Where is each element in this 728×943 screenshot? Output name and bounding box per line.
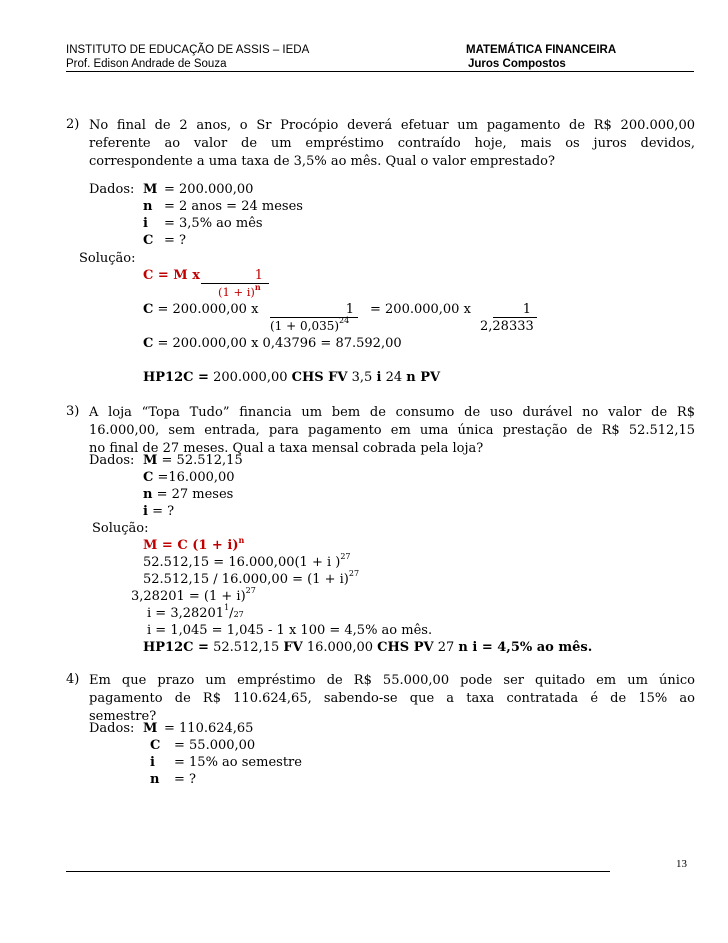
q4-dados-label: Dados: — [89, 721, 135, 736]
header-author: Prof. Edison Andrade de Souza — [66, 58, 227, 70]
q3-solucao-label: Solução: — [92, 521, 149, 536]
q4-dado-c-key: C — [150, 738, 161, 753]
q2-formula-numerator: 1 — [201, 268, 269, 284]
q2-calc-lhs: C = 200.000,00 x — [143, 302, 259, 317]
q2-calc-denominator: $(1 + 0,035)^{24}$ — [270, 316, 350, 333]
q3-line-1: A loja “Topa Tudo” financia um bem de consumo de uso durável no valor de R$ — [89, 405, 695, 420]
q4-dado-m-val: = 110.624,65 — [164, 721, 254, 736]
q2-dado-m-key: M — [143, 182, 158, 197]
q2-formula-denominator: $(1 + i)^n$ — [218, 282, 261, 299]
footer-rule — [66, 871, 610, 872]
q2-number: 2) — [66, 117, 80, 132]
q3-step-4: $i = 3,28201^1/27$ — [147, 603, 244, 621]
q2-line-1: No final de 2 anos, o Sr Procópio deverá efetuar um pagamento de R$ 200.000,00 — [89, 118, 695, 133]
header-topic: Juros Compostos — [468, 58, 566, 70]
q2-dados-label: Dados: — [89, 182, 135, 197]
q4-dado-i-key: i — [150, 755, 155, 770]
q4-line-2: pagamento de R$ 110.624,65, sabendo-se que a taxa contratada é de 15% ao — [89, 691, 695, 706]
header-institute: INSTITUTO DE EDUCAÇÃO DE ASSIS – IEDA — [66, 44, 310, 56]
q3-dado-c: C =16.000,00 — [143, 470, 235, 485]
q4-dado-n-key: n — [150, 772, 160, 787]
q3-step-2: $52.512,15 / 16.000,00 = (1 + i)^{27}$ — [143, 569, 360, 587]
q2-line-2: referente ao valor de um empréstimo contraído hoje, mais os juros devidos, — [89, 136, 695, 151]
q3-line-3: no final de 27 meses. Qual a taxa mensal cobrada pela loja? — [89, 441, 484, 456]
q2-dado-n-key: n — [143, 199, 153, 214]
q3-step-5: i = 1,045 = 1,045 - 1 x 100 = 4,5% ao mês. — [147, 623, 433, 638]
q3-statement — [89, 404, 695, 458]
q2-dado-c-key: C — [143, 233, 154, 248]
q2-dado-c-val: = ? — [164, 233, 186, 248]
q3-dado-m: M = 52.512,15 — [143, 453, 243, 468]
q4-dado-i-val: = 15% ao semestre — [174, 755, 302, 770]
q2-calc-denominator-2: 2,28333 — [480, 319, 534, 334]
q2-result: C = 200.000,00 x 0,43796 = 87.592,00 — [143, 336, 402, 351]
q3-step-3: $3,28201 = (1 + i)^{27}$ — [131, 586, 256, 604]
q2-dado-m-val: = 200.000,00 — [164, 182, 254, 197]
q2-line-3: correspondente a uma taxa de 3,5% ao mês. Qual o valor emprestado? — [89, 154, 555, 169]
q2-formula-lhs: C = M x — [143, 268, 200, 283]
q4-line-3: semestre? — [89, 709, 157, 724]
q2-solucao-label: Solução: — [79, 251, 136, 266]
q3-formula: M = C $(1 + i)^n$ — [143, 535, 245, 553]
q3-hp12c: HP12C = 52.512,15 FV 16.000,00 CHS PV 27 n i = 4,5% ao mês. — [143, 640, 593, 655]
header-subject: MATEMÁTICA FINANCEIRA — [466, 44, 617, 56]
q2-hp12c: HP12C = 200.000,00 CHS FV 3,5 i 24 n PV — [143, 370, 441, 385]
q4-dado-c-val: = 55.000,00 — [174, 738, 256, 753]
q2-calc-numerator-2: 1 — [493, 302, 537, 318]
q2-dado-i-val: = 3,5% ao mês — [164, 216, 263, 231]
q3-line-2: 16.000,00, sem entrada, para pagamento em uma única prestação de R$ 52.512,15 — [89, 423, 695, 438]
q2-dado-n-val: = 2 anos = 24 meses — [164, 199, 303, 214]
q2-calc-mid: = 200.000,00 x — [370, 302, 471, 317]
q4-dado-m-key: M — [143, 721, 158, 736]
q3-dado-n: n = 27 meses — [143, 487, 234, 502]
q2-statement — [89, 117, 695, 171]
page-number: 13 — [676, 858, 687, 870]
q3-dados-label: Dados: — [89, 453, 135, 468]
q4-dado-n-val: = ? — [174, 772, 196, 787]
header-rule — [66, 71, 694, 72]
q3-dado-i: i = ? — [143, 504, 175, 519]
q4-number: 4) — [66, 672, 80, 687]
q4-statement — [89, 672, 695, 726]
q2-calc-numerator: 1 — [270, 302, 358, 318]
q3-step-1: 52.512,15 = 16.000,00(1 + i )$^{27}$ — [143, 552, 351, 570]
q3-number: 3) — [66, 404, 80, 419]
q2-dado-i-key: i — [143, 216, 148, 231]
q4-line-1: Em que prazo um empréstimo de R$ 55.000,00 pode ser quitado em um único — [89, 673, 695, 688]
